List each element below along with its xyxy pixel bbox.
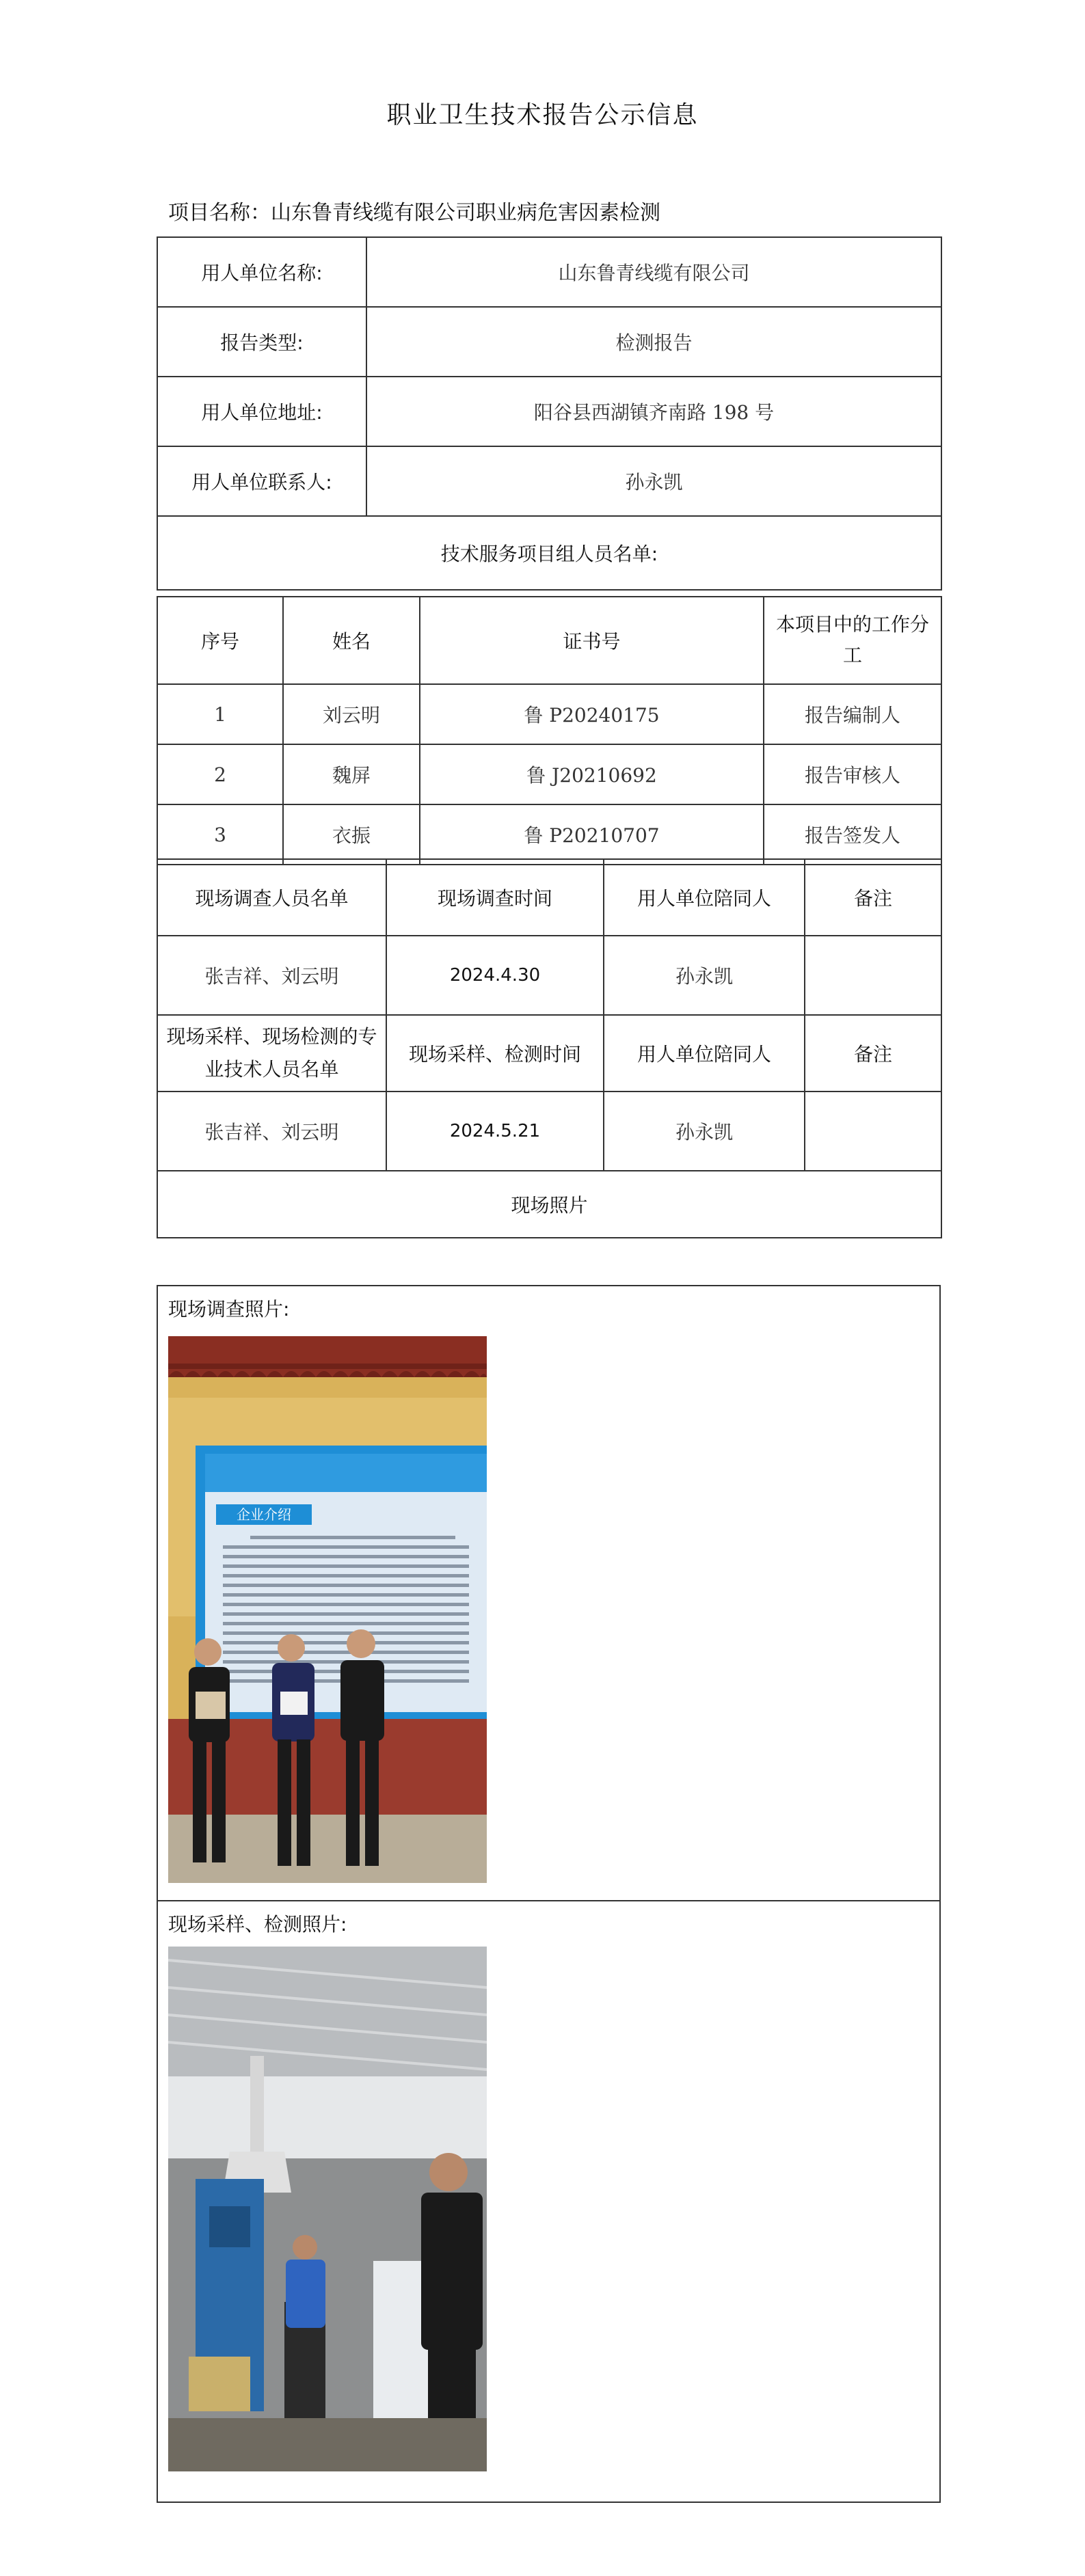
table-row xyxy=(157,936,941,1015)
survey-header-time: 现场调查时间 xyxy=(386,859,604,936)
project-name: 项目名称：山东鲁青线缆有限公司职业病危害因素检测 xyxy=(168,201,660,225)
team-cell-cert: 鲁 J20210692 xyxy=(420,744,764,804)
sampling-escort: 孙永凯 xyxy=(604,1092,805,1171)
team-cell-role: 报告审核人 xyxy=(764,744,941,804)
sampling-staff: 张吉祥、刘云明 xyxy=(157,1092,386,1171)
table-row xyxy=(157,804,941,865)
survey-header-escort: 用人单位陪同人 xyxy=(604,859,805,936)
employer-contact-value: 孙永凯 xyxy=(366,446,941,516)
table-row xyxy=(157,1092,941,1171)
team-header-no: 序号 xyxy=(157,597,283,684)
employer-name-label: 用人单位名称: xyxy=(157,237,366,307)
table-row xyxy=(157,744,941,804)
survey-escort: 孙永凯 xyxy=(604,936,805,1015)
employer-contact-label: 用人单位联系人: xyxy=(157,446,366,516)
photos-section xyxy=(157,1285,941,2503)
sampling-photo-label: 现场采样、检测照片: xyxy=(168,1913,347,1936)
team-cell-cert: 鲁 P20240175 xyxy=(420,684,764,744)
team-cell-name: 衣振 xyxy=(283,804,420,865)
team-heading: 技术服务项目组人员名单: xyxy=(157,516,941,590)
team-cell-name: 刘云明 xyxy=(283,684,420,744)
sampling-remark xyxy=(805,1092,941,1171)
sampling-header-remark: 备注 xyxy=(805,1015,941,1092)
billboard-title: 企业介绍 xyxy=(237,1506,291,1523)
team-header-role: 本项目中的工作分工 xyxy=(764,597,941,684)
survey-header-staff: 现场调查人员名单 xyxy=(157,859,386,936)
employer-name-value: 山东鲁青线缆有限公司 xyxy=(366,237,941,307)
survey-photo xyxy=(168,1336,487,1883)
sampling-header-time: 现场采样、检测时间 xyxy=(386,1015,604,1092)
sampling-photo-image xyxy=(168,1947,487,2471)
info-table xyxy=(157,236,942,591)
photo-divider xyxy=(158,1900,939,1901)
team-cell-no: 3 xyxy=(157,804,283,865)
survey-staff: 张吉祥、刘云明 xyxy=(157,936,386,1015)
employer-address-value: 阳谷县西湖镇齐南路 198 号 xyxy=(366,377,941,446)
sampling-header-escort: 用人单位陪同人 xyxy=(604,1015,805,1092)
report-type-label: 报告类型: xyxy=(157,307,366,377)
team-header-name: 姓名 xyxy=(283,597,420,684)
team-cell-no: 2 xyxy=(157,744,283,804)
survey-photo-image xyxy=(168,1336,487,1883)
survey-time: 2024.4.30 xyxy=(386,936,604,1015)
team-cell-cert: 鲁 P20210707 xyxy=(420,804,764,865)
employer-address-label: 用人单位地址: xyxy=(157,377,366,446)
survey-photo-label: 现场调查照片: xyxy=(168,1298,290,1320)
survey-header-remark: 备注 xyxy=(805,859,941,936)
team-cell-no: 1 xyxy=(157,684,283,744)
team-header-cert: 证书号 xyxy=(420,597,764,684)
report-type-value: 检测报告 xyxy=(366,307,941,377)
sampling-time: 2024.5.21 xyxy=(386,1092,604,1171)
team-cell-name: 魏屏 xyxy=(283,744,420,804)
page-title: 职业卫生技术报告公示信息 xyxy=(386,101,699,129)
survey-remark xyxy=(805,936,941,1015)
sampling-header-staff: 现场采样、现场检测的专业技术人员名单 xyxy=(157,1015,386,1092)
table-row xyxy=(157,684,941,744)
team-cell-role: 报告签发人 xyxy=(764,804,941,865)
sampling-photo xyxy=(168,1947,487,2471)
photos-heading: 现场照片 xyxy=(157,1171,941,1238)
team-table xyxy=(157,596,942,865)
field-table xyxy=(157,858,942,1238)
team-cell-role: 报告编制人 xyxy=(764,684,941,744)
